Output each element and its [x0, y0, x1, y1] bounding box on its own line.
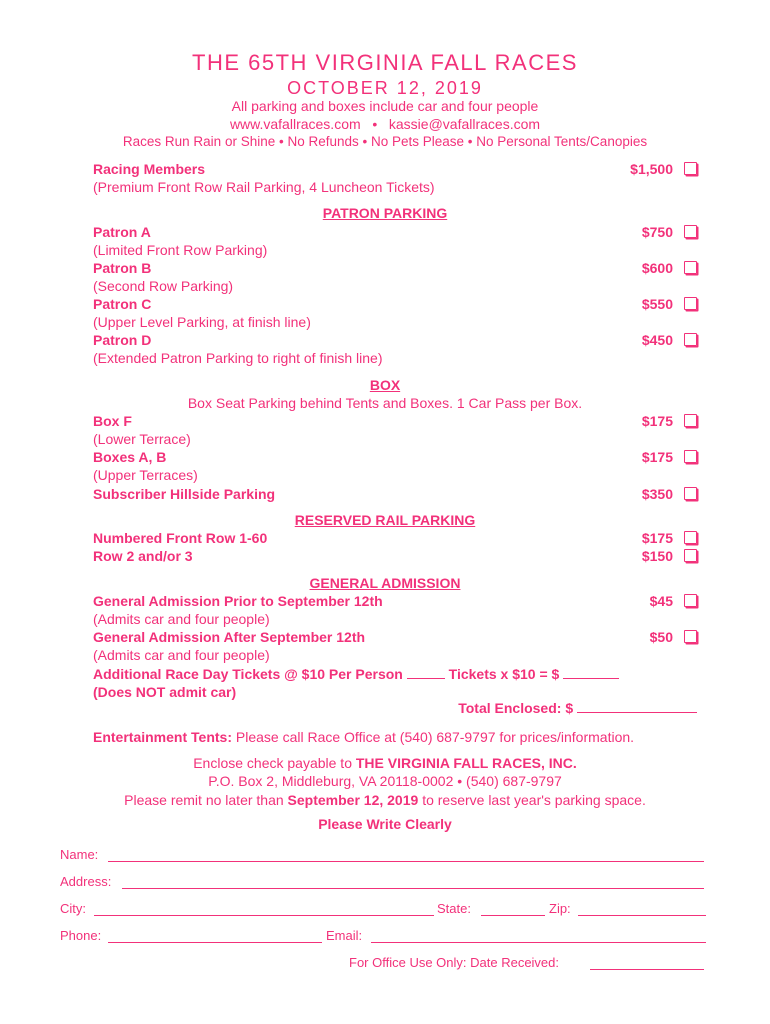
patron-b-price: $600: [641, 260, 673, 276]
phone-email-line: [60, 928, 708, 948]
boxes-ab-desc: (Upper Terraces): [93, 467, 198, 483]
city-label: City:: [60, 901, 86, 916]
patron-d-price: $450: [641, 332, 673, 348]
enclose-line: [0, 755, 770, 771]
patron-a-row: [93, 224, 697, 242]
front-row-price: $175: [641, 530, 673, 546]
racing-members-name: Racing Members: [93, 161, 206, 177]
state-label: State:: [437, 901, 471, 916]
payee-name: THE VIRGINIA FALL RACES, INC.: [355, 755, 577, 771]
name-line: [60, 847, 708, 867]
ga-after-row: [93, 629, 697, 647]
row-2-3-checkbox[interactable]: [684, 549, 697, 562]
city-field[interactable]: [94, 915, 434, 916]
entertainment-text: Please call Race Office at (540) 687-9797 for prices/information.: [235, 729, 635, 745]
write-clearly-note: Please Write Clearly: [318, 816, 452, 832]
page-title: THE 65TH VIRGINIA FALL RACES: [192, 50, 578, 75]
ga-after-desc: (Admits car and four people): [93, 647, 270, 663]
hillside-checkbox[interactable]: [684, 487, 697, 500]
additional-tickets-mid: Tickets x $10 = $: [448, 666, 560, 682]
hillside-name: Subscriber Hillside Parking: [93, 486, 276, 502]
remit-prefix: Please remit no later than: [124, 792, 284, 808]
patron-b-row: [93, 260, 697, 278]
parking-note: All parking and boxes include car and four people: [231, 98, 539, 114]
does-not-admit-note: (Does NOT admit car): [93, 684, 237, 700]
ga-prior-checkbox[interactable]: [684, 594, 697, 607]
website-link[interactable]: www.vafallraces.com: [229, 116, 361, 132]
ga-after-name: General Admission After September 12th: [93, 629, 366, 645]
zip-label: Zip:: [549, 901, 571, 916]
patron-d-name: Patron D: [93, 332, 152, 348]
ticket-count-field[interactable]: [407, 666, 445, 679]
bullet-separator: •: [372, 116, 378, 132]
ga-prior-name: General Admission Prior to September 12th: [93, 593, 383, 609]
address-label: Address:: [60, 874, 112, 889]
patron-parking-heading: PATRON PARKING: [322, 205, 448, 221]
phone-field[interactable]: [108, 942, 322, 943]
hillside-row: [93, 486, 697, 504]
boxes-ab-row: [93, 449, 697, 467]
box-f-desc-row: [93, 431, 697, 449]
box-f-desc: (Lower Terrace): [93, 431, 191, 447]
total-line: [458, 700, 697, 716]
entertainment-line: [93, 729, 634, 745]
additional-tickets-line: [93, 666, 619, 682]
patron-d-desc-row: [93, 350, 697, 368]
box-f-row: [93, 413, 697, 431]
additional-tickets-row: [93, 666, 697, 684]
patron-a-checkbox[interactable]: [684, 225, 697, 238]
event-date: OCTOBER 12, 2019: [287, 78, 483, 98]
patron-c-checkbox[interactable]: [684, 297, 697, 310]
box-subtitle: Box Seat Parking behind Tents and Boxes. 1 Car Pass per Box.: [187, 395, 583, 411]
row-2-3-name: Row 2 and/or 3: [93, 548, 193, 564]
state-field[interactable]: [481, 915, 545, 916]
patron-a-desc: (Limited Front Row Parking): [93, 242, 268, 258]
remit-date: September 12, 2019: [287, 792, 419, 808]
total-row: [93, 700, 697, 718]
email-link[interactable]: kassie@vafallraces.com: [388, 116, 541, 132]
racing-members-desc: (Premium Front Row Rail Parking, 4 Luncheon Tickets): [93, 179, 435, 195]
patron-b-desc: (Second Row Parking): [93, 278, 234, 294]
name-label: Name:: [60, 847, 99, 862]
boxes-ab-checkbox[interactable]: [684, 450, 697, 463]
address-field[interactable]: [122, 888, 704, 889]
ga-after-checkbox[interactable]: [684, 630, 697, 643]
patron-b-desc-row: [93, 278, 697, 296]
row-2-3-row: [93, 548, 697, 566]
ga-prior-desc-row: [93, 611, 697, 629]
additional-tickets-label: Additional Race Day Tickets @ $10 Per Person: [93, 666, 403, 682]
box-f-name: Box F: [93, 413, 132, 429]
email-field[interactable]: [371, 942, 706, 943]
racing-members-desc-row: [93, 179, 697, 197]
front-row-name: Numbered Front Row 1-60: [93, 530, 268, 546]
email-label: Email:: [326, 928, 363, 943]
ga-prior-price: $45: [649, 593, 673, 609]
patron-b-checkbox[interactable]: [684, 261, 697, 274]
contact-line: [0, 116, 770, 132]
patron-c-row: [93, 296, 697, 314]
office-use-line: [60, 955, 708, 975]
entertainment-label: Entertainment Tents:: [93, 729, 232, 745]
date-received-field[interactable]: [590, 969, 704, 970]
office-use-label: For Office Use Only: Date Received:: [349, 955, 560, 970]
ga-after-desc-row: [93, 647, 697, 665]
ticket-amount-field[interactable]: [563, 666, 619, 679]
remit-suffix: to reserve last year's parking space.: [422, 792, 646, 808]
box-f-price: $175: [641, 413, 673, 429]
patron-c-desc: (Upper Level Parking, at finish line): [93, 314, 311, 330]
patron-d-checkbox[interactable]: [684, 333, 697, 346]
front-row-row: [93, 530, 697, 548]
patron-a-name: Patron A: [93, 224, 151, 240]
reserved-rail-heading: RESERVED RAIL PARKING: [294, 512, 476, 528]
row-2-3-price: $150: [641, 548, 673, 564]
boxes-ab-price: $175: [641, 449, 673, 465]
patron-c-desc-row: [93, 314, 697, 332]
general-admission-heading: GENERAL ADMISSION: [309, 575, 461, 591]
city-state-zip-line: [60, 901, 708, 921]
total-label: Total Enclosed: $: [458, 700, 574, 716]
mailing-address: P.O. Box 2, Middleburg, VA 20118-0002 • (540) 687-9797: [208, 773, 562, 789]
patron-d-row: [93, 332, 697, 350]
address-line: [60, 874, 708, 894]
patron-b-name: Patron B: [93, 260, 152, 276]
front-row-checkbox[interactable]: [684, 531, 697, 544]
rules-line: Races Run Rain or Shine • No Refunds • No Pets Please • No Personal Tents/Canopies: [122, 134, 648, 149]
ga-after-price: $50: [649, 629, 673, 645]
patron-a-desc-row: [93, 242, 697, 260]
boxes-ab-name: Boxes A, B: [93, 449, 167, 465]
racing-members-checkbox[interactable]: [684, 162, 697, 175]
entertainment-row: [93, 729, 713, 747]
remit-line: [0, 792, 770, 808]
racing-members-row: [93, 161, 697, 179]
phone-label: Phone:: [60, 928, 102, 943]
patron-d-desc: (Extended Patron Parking to right of finish line): [93, 350, 383, 366]
boxes-ab-desc-row: [93, 467, 697, 485]
box-f-checkbox[interactable]: [684, 414, 697, 427]
ga-prior-row: [93, 593, 697, 611]
hillside-price: $350: [641, 486, 673, 502]
zip-field[interactable]: [578, 915, 706, 916]
patron-a-price: $750: [641, 224, 673, 240]
patron-c-name: Patron C: [93, 296, 152, 312]
name-field[interactable]: [108, 861, 704, 862]
box-heading: BOX: [369, 377, 401, 393]
enclose-prefix: Enclose check payable to: [193, 755, 352, 771]
racing-members-price: $1,500: [630, 161, 673, 177]
patron-c-price: $550: [641, 296, 673, 312]
ga-prior-desc: (Admits car and four people): [93, 611, 270, 627]
total-enclosed-field[interactable]: [577, 700, 697, 713]
